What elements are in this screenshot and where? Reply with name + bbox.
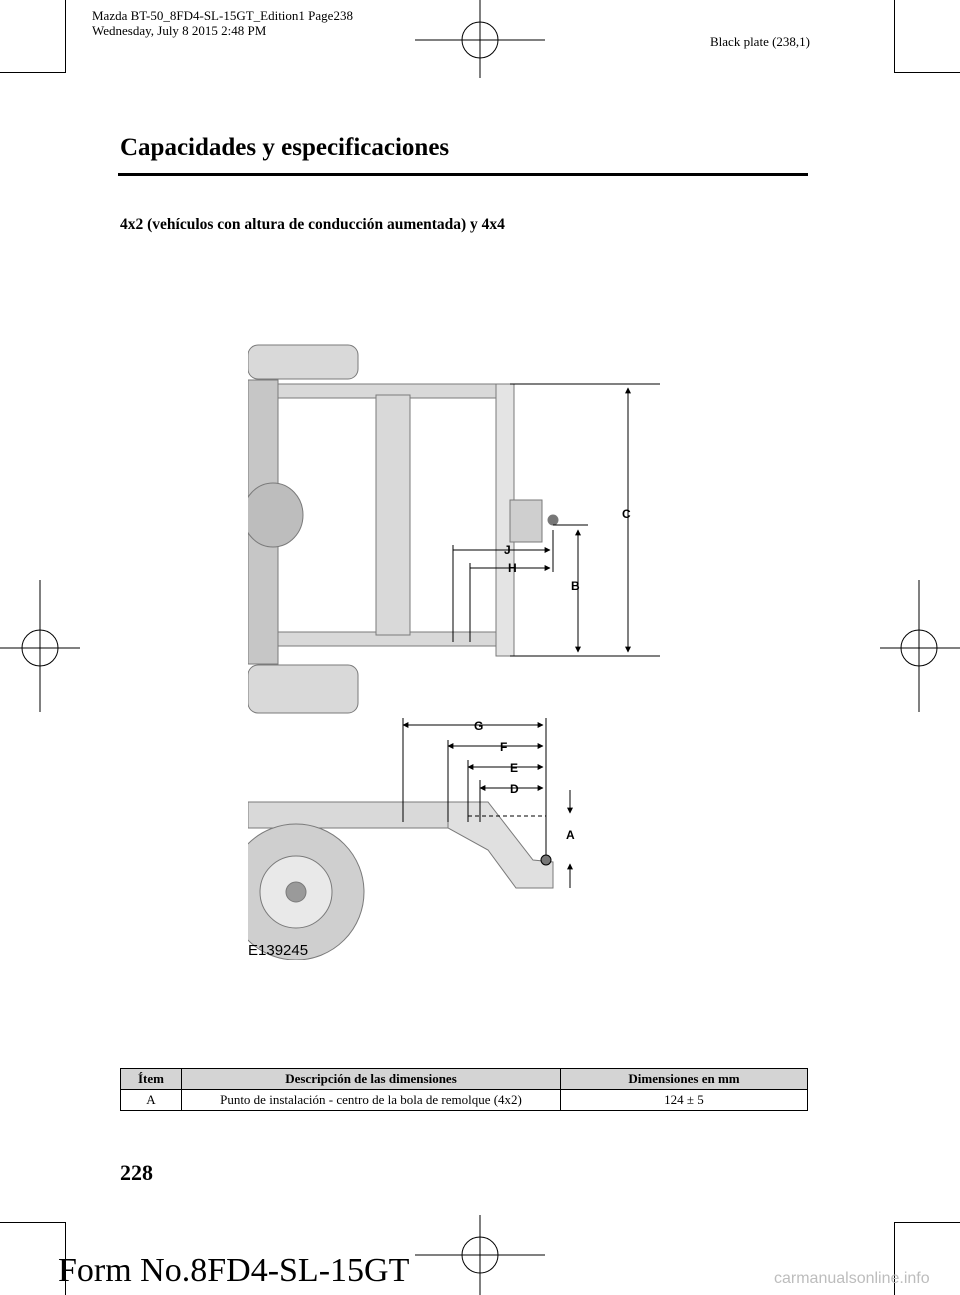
- subsection-title: 4x2 (vehículos con altura de conducción aumentada) y 4x4: [120, 216, 505, 233]
- label-a: A: [566, 828, 575, 842]
- chassis-side-view: [248, 802, 553, 960]
- print-meta-line1: Mazda BT-50_8FD4-SL-15GT_Edition1 Page238: [92, 8, 353, 23]
- watermark: carmanualsonline.info: [774, 1270, 930, 1287]
- label-f: F: [500, 740, 508, 754]
- label-e: E: [510, 761, 519, 775]
- chassis-dimension-figure: [248, 340, 668, 960]
- cell-item: A: [121, 1090, 182, 1111]
- header-dimensions: Dimensiones en mm: [561, 1069, 808, 1090]
- chassis-top-view: [248, 345, 558, 713]
- form-number: Form No.8FD4-SL-15GT: [58, 1252, 410, 1289]
- header-description: Descripción de las dimensiones: [182, 1069, 561, 1090]
- cell-dimension: 124 ± 5: [561, 1090, 808, 1111]
- cell-description: Punto de instalación - centro de la bola de remolque (4x2): [182, 1090, 561, 1111]
- print-meta-line2: Wednesday, July 8 2015 2:48 PM: [92, 23, 267, 38]
- dimensions-table: [120, 1068, 808, 1111]
- print-meta: [92, 8, 353, 38]
- label-h: H: [508, 561, 517, 575]
- page-number: 228: [120, 1160, 153, 1185]
- section-title: Capacidades y especificaciones: [120, 134, 450, 161]
- header-item: Ítem: [121, 1069, 182, 1090]
- label-j: J: [504, 543, 511, 557]
- label-c: C: [622, 507, 631, 521]
- table-header-row: [121, 1069, 808, 1090]
- label-d: D: [510, 782, 519, 796]
- label-b: B: [571, 579, 580, 593]
- plate-label: Black plate (238,1): [710, 34, 810, 49]
- label-g: G: [474, 719, 484, 733]
- figure-code: E139245: [248, 942, 309, 959]
- table-row: [121, 1090, 808, 1111]
- heading-rule: [118, 173, 808, 176]
